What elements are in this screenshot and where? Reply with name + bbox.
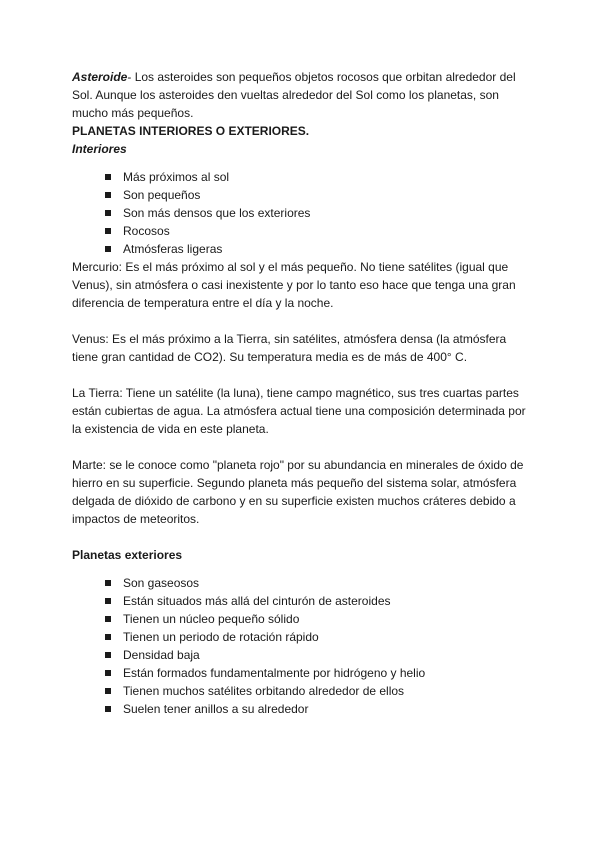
asteroid-paragraph <box>72 68 532 122</box>
list-item: Atmósferas ligeras <box>105 240 532 258</box>
list-item: Son pequeños <box>105 186 532 204</box>
list-item: Tienen muchos satélites orbitando alrededor de ellos <box>105 682 532 700</box>
list-item: Rocosos <box>105 222 532 240</box>
exteriores-title: Planetas exteriores <box>72 548 183 562</box>
paragraph-gap <box>72 528 532 546</box>
list-item: Densidad baja <box>105 646 532 664</box>
document-page <box>72 68 532 718</box>
marte-paragraph: Marte: se le conoce como "planeta rojo" por su abundancia en minerales de óxido de hierro en su superficie. Segundo planeta más pequeño del sistema solar, atmósfera delgada de dióxido de carbono y en su superficie existen muchos cráteres debido a impactos de meteoritos. <box>72 458 524 526</box>
list-item: Más próximos al sol <box>105 168 532 186</box>
asteroid-definition: - Los asteroides son pequeños objetos rocosos que orbitan alrededor del Sol. Aunque los asteroides den vueltas alrededor del Sol como los planetas, son mucho más pequeños. <box>72 70 516 120</box>
list-item: Suelen tener anillos a su alrededor <box>105 700 532 718</box>
list-item: Son gaseosos <box>105 574 532 592</box>
paragraph-gap <box>72 438 532 456</box>
list-item: Están formados fundamentalmente por hidrógeno y helio <box>105 664 532 682</box>
list-item: Tienen un núcleo pequeño sólido <box>105 610 532 628</box>
tierra-paragraph: La Tierra: Tiene un satélite (la luna), tiene campo magnético, sus tres cuartas partes están cubiertas de agua. La atmósfera actual tiene una composición determinada por la existencia de vida en este planeta. <box>72 386 526 436</box>
list-item: Son más densos que los exteriores <box>105 204 532 222</box>
section-heading: PLANETAS INTERIORES O EXTERIORES. <box>72 124 310 138</box>
list-item: Tienen un periodo de rotación rápido <box>105 628 532 646</box>
venus-paragraph: Venus: Es el más próximo a la Tierra, sin satélites, atmósfera densa (la atmósfera tiene gran cantidad de CO2). Su temperatura media es de más de 400° C. <box>72 332 507 364</box>
mercurio-paragraph: Mercurio: Es el más próximo al sol y el más pequeño. No tiene satélites (igual que Venus), sin atmósfera o casi inexistente y por lo tanto eso hace que tenga una gran diferencia de temperatura entre el día y la noche. <box>72 260 516 310</box>
asteroid-term: Asteroide <box>72 70 128 84</box>
paragraph-gap <box>72 366 532 384</box>
interiores-list <box>72 168 532 258</box>
exteriores-list <box>72 574 532 718</box>
interiores-title: Interiores <box>72 142 127 156</box>
paragraph-gap <box>72 312 532 330</box>
list-item: Están situados más allá del cinturón de asteroides <box>105 592 532 610</box>
